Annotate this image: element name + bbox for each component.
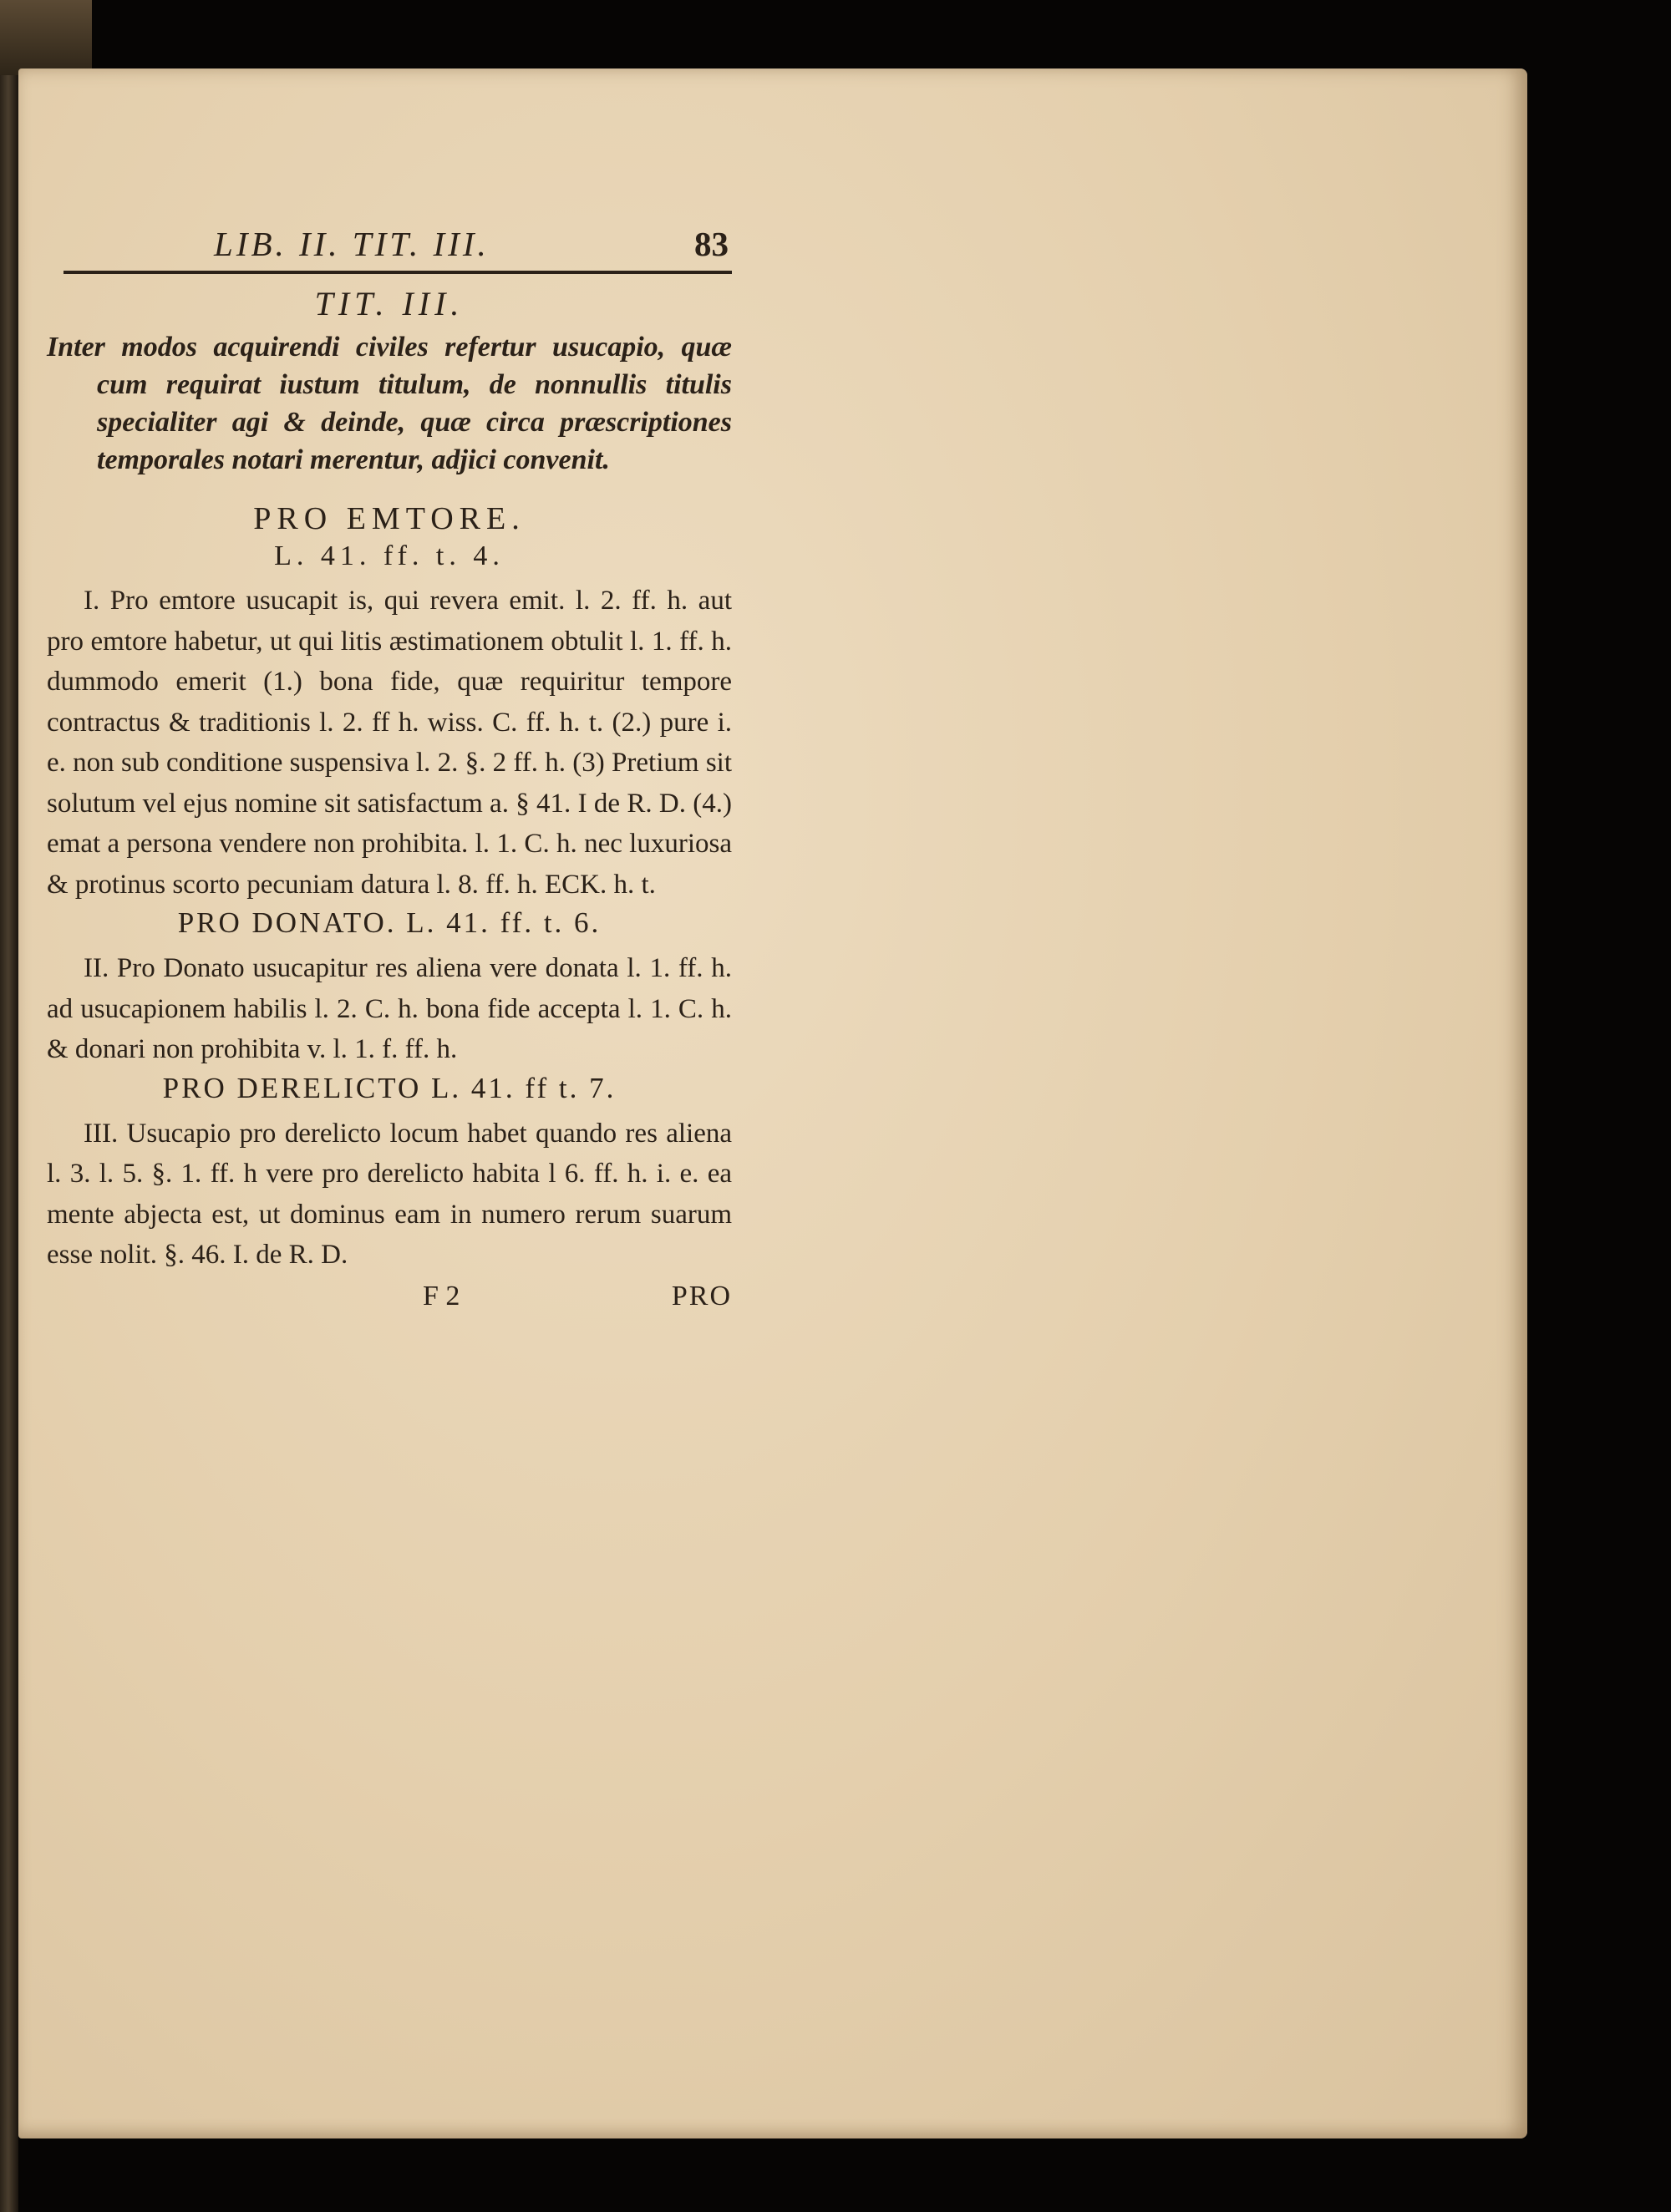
section-heading-pro-emtore: PRO EMTORE.	[253, 501, 526, 536]
section-heading-pro-derelicto: PRO DERELICTO L. 41. ff t. 7.	[162, 1071, 617, 1104]
signature-mark: F 2	[423, 1280, 460, 1311]
running-head	[47, 217, 732, 271]
section-heading-pro-donato: PRO DONATO. L. 41. ff. t. 6.	[177, 906, 602, 939]
paragraph-2: II. Pro Donato usucapitur res aliena vere donata l. 1. ff. h. ad usucapionem habilis l. 2. C. h. bona fide accepta l. 1. C. h. & donari non prohibita v. l. 1. f. ff. h.	[47, 953, 732, 1064]
running-head-title: LIB. II. TIT. III.	[214, 225, 490, 263]
title-heading: TIT. III.	[314, 285, 465, 322]
catchword: PRO	[671, 1280, 732, 1311]
binding-corner	[0, 0, 92, 75]
paragraph-1: I. Pro emtore usucapit is, qui revera emit. l. 2. ff. h. aut pro emtore habetur, ut qui litis æstimationem obtulit l. 1. ff. h. dummodo emerit (1.) bona fide, quæ requiritur tempore contractus & traditionis l. 2. ff h. wiss. C. ff. h. t. (2.) pure i. e. non sub conditione suspensiva l. 2. §. 2 ff. h. (3) Pretium sit solutum vel ejus nomine sit satisfactum a. § 41. I de R. D. (4.) emat a persona vendere non prohibita. l. 1. C. h. nec luxuriosa & protinus scorto pecuniam datura l. 8. ff. h. ECK. h. t.	[47, 586, 732, 900]
paragraph-3: III. Usucapio pro derelicto locum habet quando res aliena l. 3. l. 5. §. 1. ff. h vere pro derelicto habita l 6. ff. h. i. e. ea mente abjecta est, ut dominus eam in numero rerum suarum esse nolit. §. 46. I. de R. D.	[47, 1118, 732, 1270]
book-spine	[0, 0, 18, 2212]
page-footer	[47, 1277, 732, 1319]
page-number: 83	[694, 225, 729, 263]
section-reference: L. 41. ff. t. 4.	[274, 540, 505, 571]
head-rule	[63, 271, 732, 274]
title-summary: Inter modos acquirendi civiles refertur usucapio, quæ cum requirat iustum titulum, de nonnullis titulis specialiter agi & deinde, quæ circa præscriptiones temporales notari merentur, adjici convenit.	[47, 332, 732, 475]
book-page	[18, 68, 1527, 2138]
text-block	[47, 217, 732, 1319]
